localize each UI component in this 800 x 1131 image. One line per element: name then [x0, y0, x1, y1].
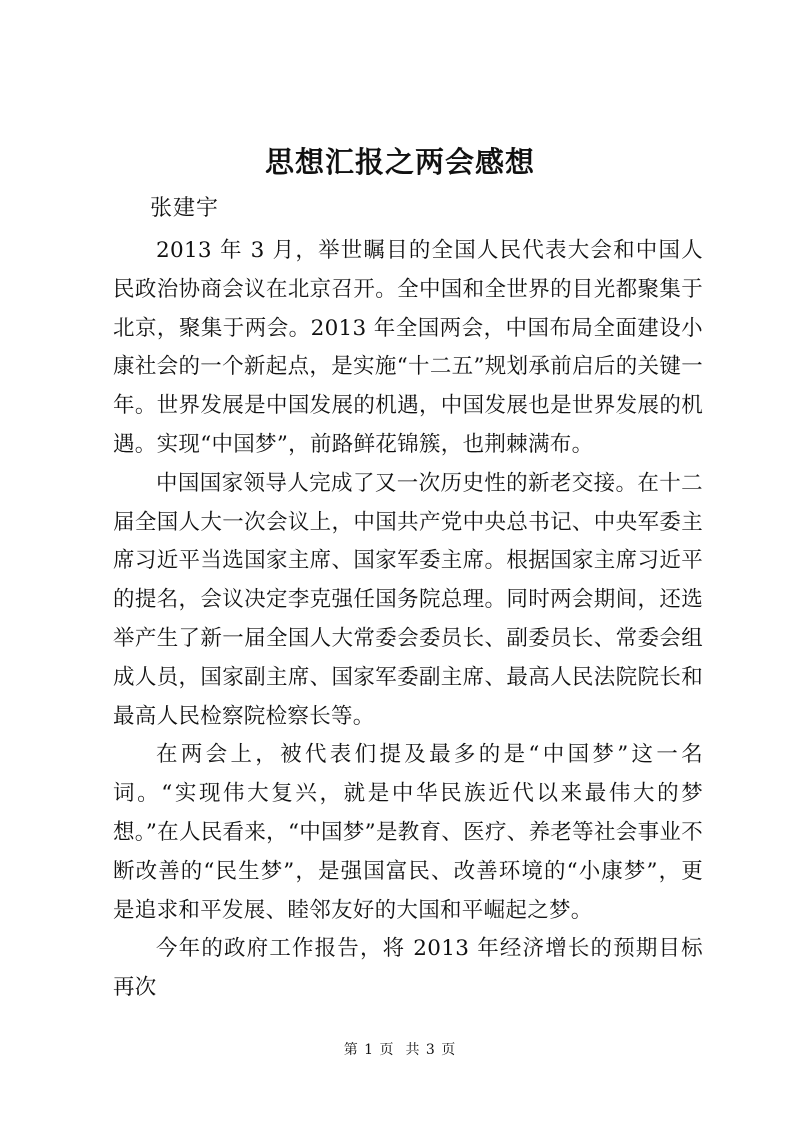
document-title: 思想汇报之两会感想 [264, 145, 535, 179]
paragraph-4: 今年的政府工作报告，将 2013 年经济增长的预期目标再次 [113, 936, 703, 1001]
paragraph-1: 2013 年 3 月，举世瞩目的全国人民代表大会和中国人民政治协商会议在北京召开。全中国和全世界的目光都聚集于北京，聚集于两会。2013 年全国两会，中国布局全面建设小康社会的一个新起点，是实施“十二五”规划承前启后的关键一年。世界发展是中国发展的机遇，中国发展也是世界发展的机遇。实现“中国梦”，前路鲜花锦簇，也荆棘满布。 [113, 238, 703, 457]
page-number: 第 1 页 [343, 1042, 395, 1058]
document-body [113, 232, 703, 1008]
page-footer [0, 1040, 800, 1060]
paragraph-2: 中国国家领导人完成了又一次历史性的新老交接。在十二届全国人大一次会议上，中国共产党中央总书记、中央军委主席习近平当选国家主席、国家军委主席。根据国家主席习近平的提名，会议决定李克强任国务院总理。同时两会期间，还选举产生了新一届全国人大常委会委员长、副委员长、常委会组成人员，国家副主席、国家军委副主席、最高人民法院院长和最高人民检察院检察长等。 [113, 470, 703, 729]
page-total: 共 3 页 [405, 1042, 457, 1058]
author-name: 张建宇 [150, 196, 220, 221]
paragraph-3: 在两会上，被代表们提及最多的是“中国梦”这一名词。“实现伟大复兴，就是中华民族近代以来最伟大的梦想。”在人民看来，“中国梦”是教育、医疗、养老等社会事业不断改善的“民生梦”，是强国富民、改善环境的“小康梦”，更是追求和平发展、睦邻友好的大国和平崛起之梦。 [113, 742, 703, 923]
